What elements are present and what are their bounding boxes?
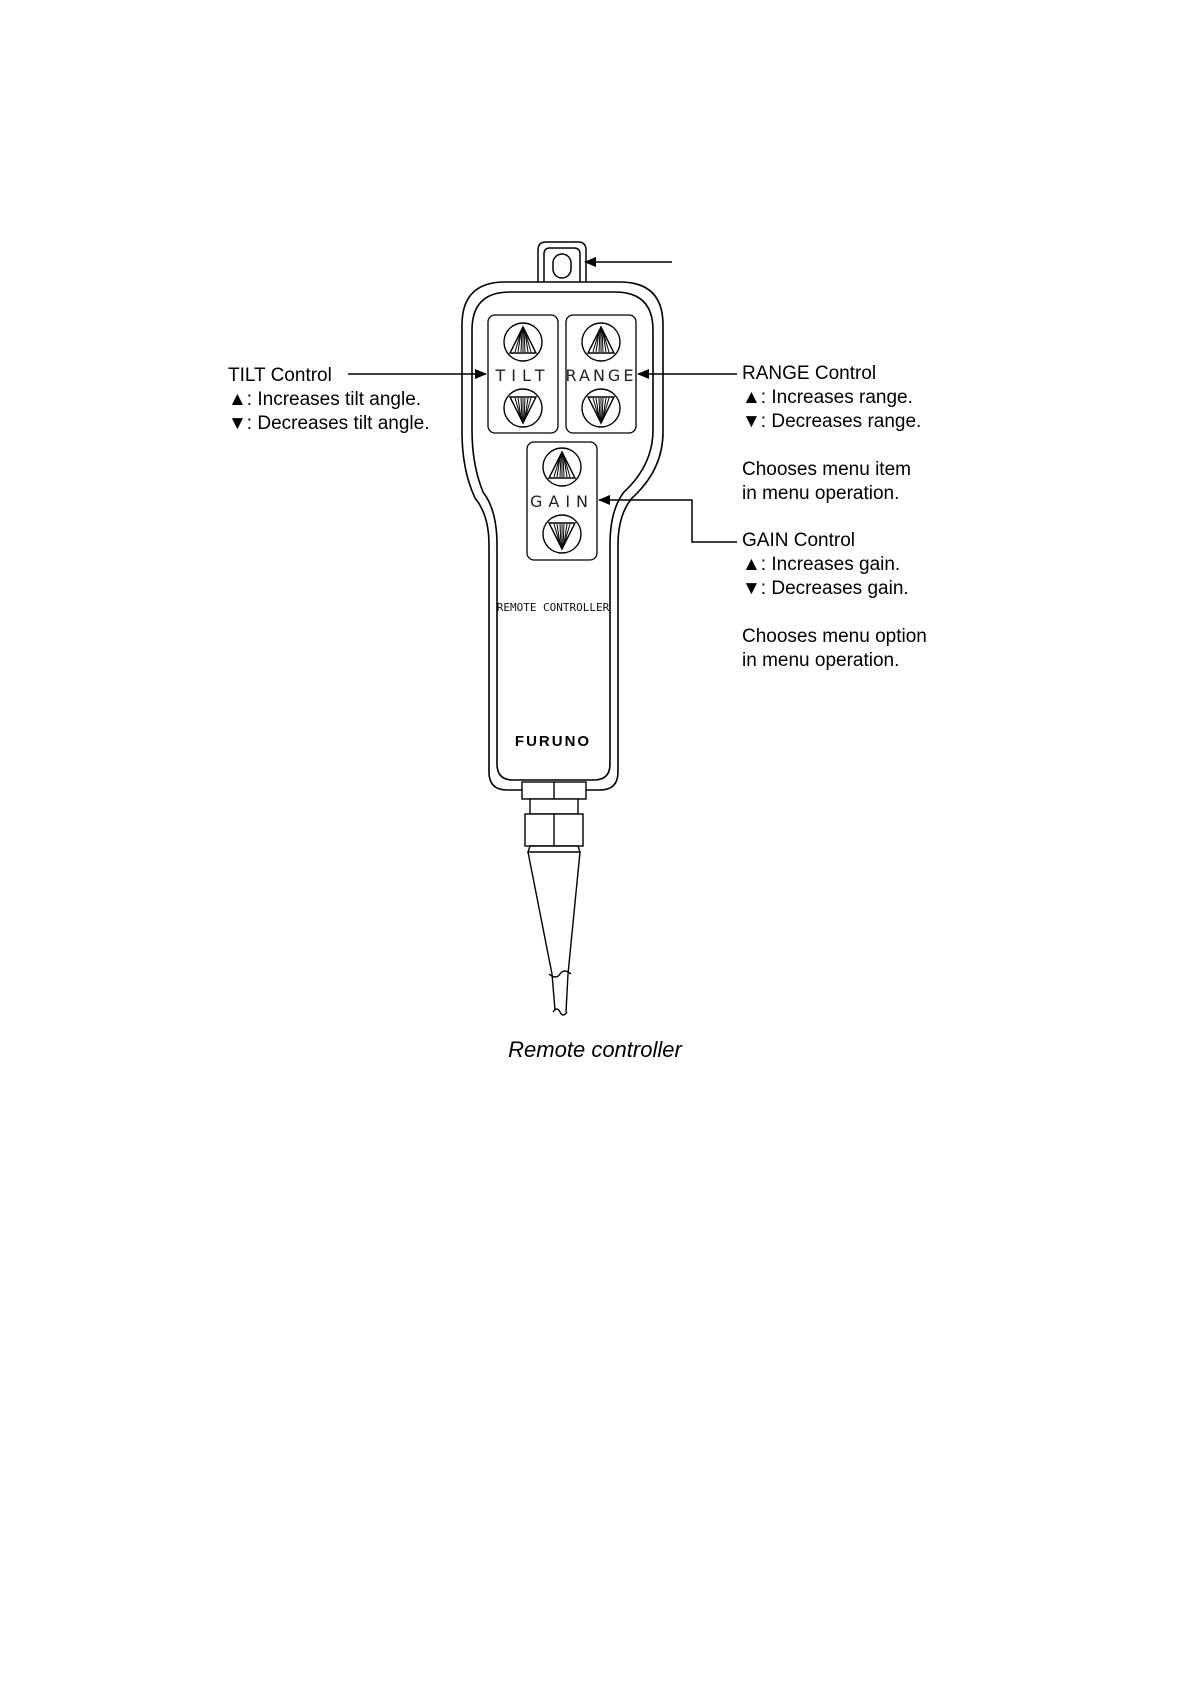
range-callout-note-2: in menu operation. (742, 483, 900, 504)
gain-down-button[interactable] (543, 515, 581, 553)
range-callout-title: RANGE Control (742, 363, 877, 384)
range-callout (742, 362, 921, 506)
range-up-button[interactable] (582, 323, 620, 361)
brand-logo: FURUNO (514, 733, 592, 750)
gain-callout (742, 529, 927, 673)
cable-connector (522, 782, 586, 852)
range-callout-up: ▲: Increases range. (742, 387, 913, 408)
gain-label: GAIN (529, 492, 595, 511)
gain-callout-title: GAIN Control (742, 530, 855, 551)
model-text: REMOTE CONTROLLER (496, 601, 610, 614)
figure-caption: Remote controller (508, 1037, 682, 1062)
gain-callout-note-1: Chooses menu option (742, 626, 927, 647)
range-callout-note-1: Chooses menu item (742, 459, 911, 480)
range-callout-down: ▼: Decreases range. (742, 411, 922, 432)
gain-callout-note-2: in menu operation. (742, 650, 900, 671)
tilt-down-button[interactable] (504, 389, 542, 427)
tilt-callout-down: ▼: Decreases tilt angle. (228, 413, 430, 434)
gain-arrow (599, 500, 737, 542)
gain-callout-up: ▲: Increases gain. (742, 554, 901, 575)
tilt-label: TILT (495, 366, 551, 385)
gain-callout-down: ▼: Decreases gain. (742, 578, 909, 599)
tilt-callout (228, 364, 430, 436)
gain-up-button[interactable] (543, 448, 581, 486)
tilt-callout-title: TILT Control (228, 365, 332, 386)
cable (528, 852, 580, 1015)
tilt-up-button[interactable] (504, 323, 542, 361)
range-label: RANGE (565, 366, 637, 385)
tilt-callout-up: ▲: Increases tilt angle. (228, 389, 422, 410)
hanging-loop (538, 242, 586, 282)
range-down-button[interactable] (582, 389, 620, 427)
